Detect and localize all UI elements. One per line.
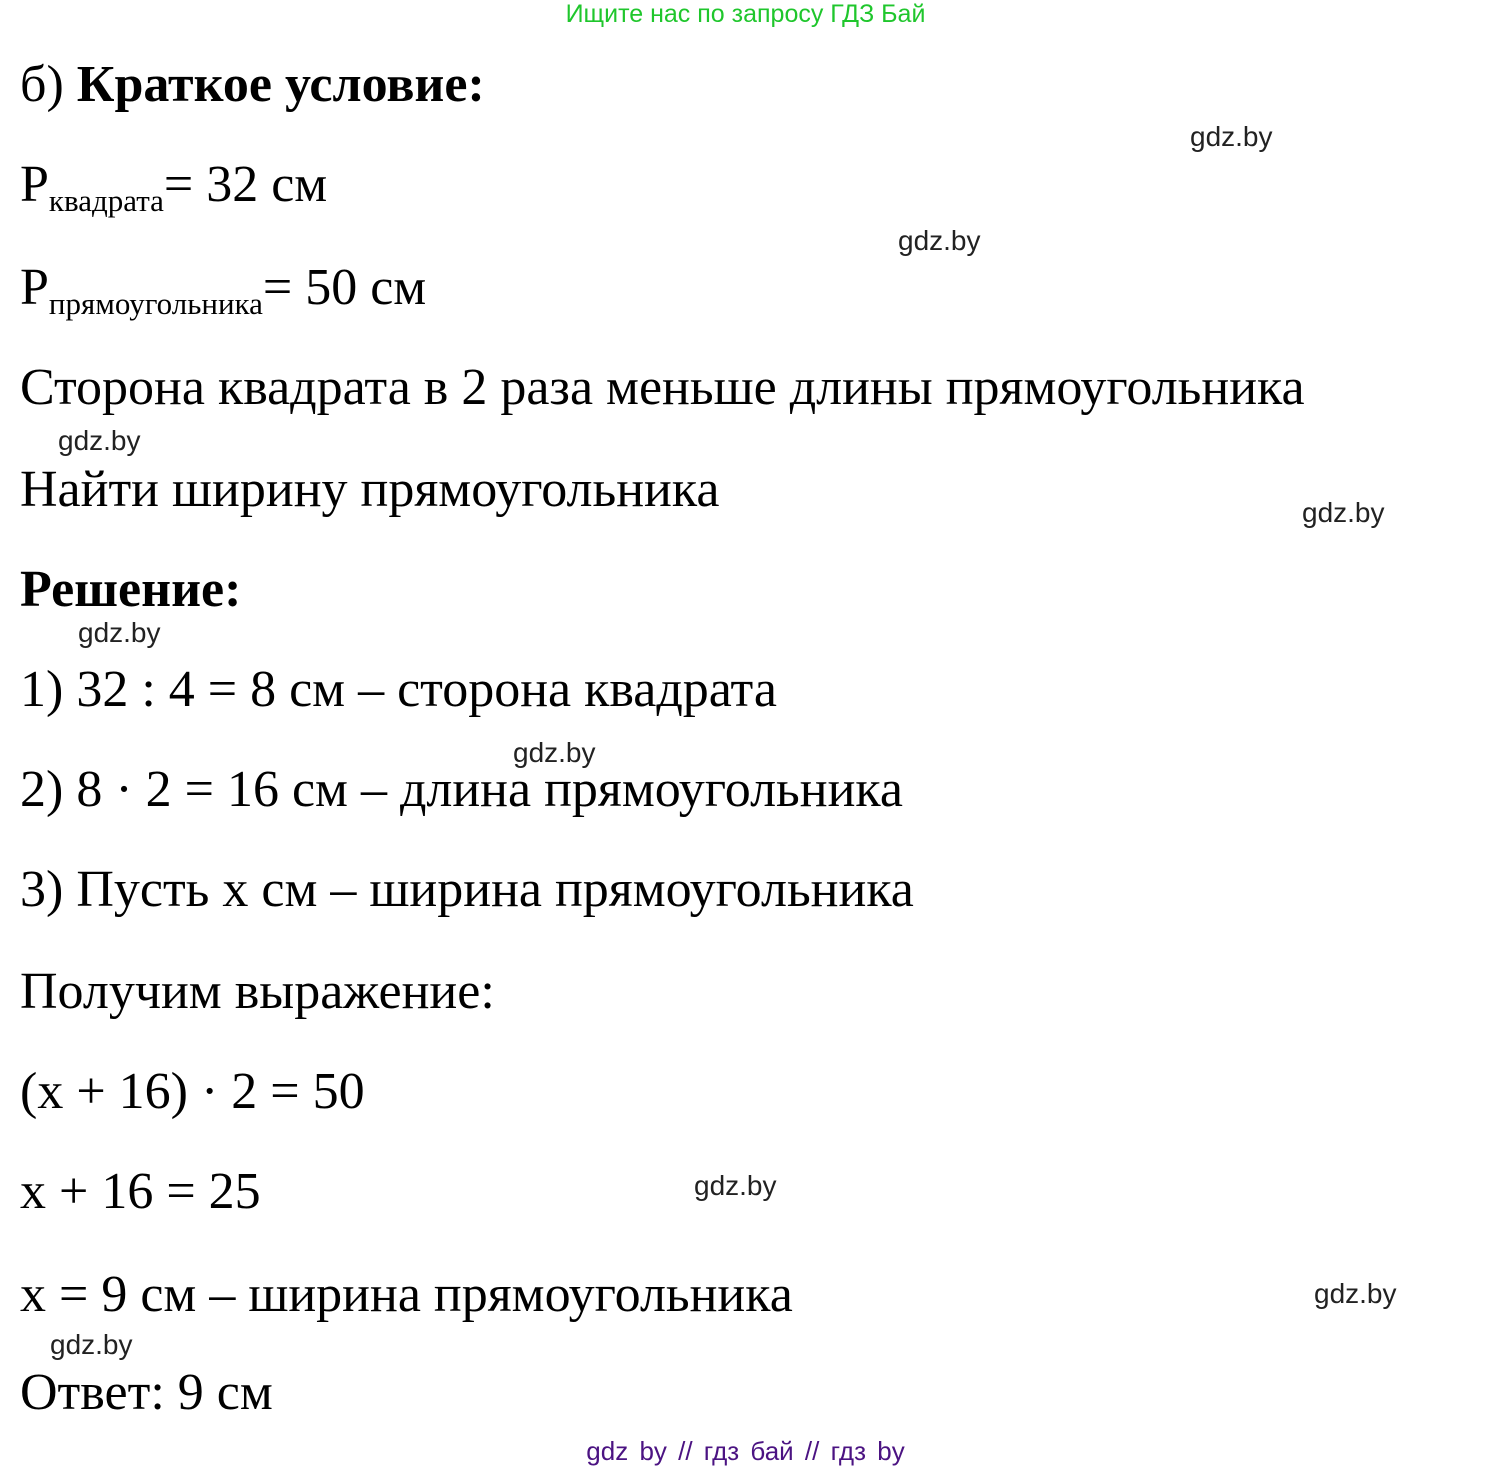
watermark: gdz.by xyxy=(898,225,981,256)
condition-heading xyxy=(20,55,485,115)
solution-step: (x + 16) · 2 = 50 xyxy=(20,1063,365,1120)
watermark: gdz.by xyxy=(1190,121,1273,152)
watermark: gdz.by xyxy=(58,425,141,456)
condition-statement: Сторона квадрата в 2 раза меньше длины прямоугольника xyxy=(20,359,1305,416)
solution-step: x + 16 = 25 xyxy=(20,1163,261,1220)
watermark: gdz.by xyxy=(1302,497,1385,528)
watermark: gdz.by xyxy=(694,1170,777,1201)
watermark: gdz.by xyxy=(50,1329,133,1360)
answer: Ответ: 9 см xyxy=(20,1364,273,1421)
condition-title: Краткое условие: xyxy=(76,56,485,113)
watermark: gdz.by xyxy=(78,617,161,648)
watermark: gdz.by xyxy=(513,737,596,768)
header-banner: Ищите нас по запросу ГДЗ Бай xyxy=(565,0,926,28)
solution-step: 1) 32 : 4 = 8 см – сторона квадрата xyxy=(20,661,777,718)
solution-step: 2) 8 · 2 = 16 см – длина прямоугольника xyxy=(20,761,903,818)
watermark: gdz.by xyxy=(1314,1278,1397,1309)
perimeter-square: $P_{квадрата}= 32$ см xyxy=(20,156,328,218)
condition-question: Найти ширину прямоугольника xyxy=(20,461,720,518)
perimeter-rectangle: $P_{прямоугольника}= 50$ см xyxy=(20,259,427,321)
part-label: б) xyxy=(20,56,64,113)
footer-banner: gdz by // гдз бай // гдз by xyxy=(586,1436,905,1466)
solution-step: 3) Пусть x см – ширина прямоугольника xyxy=(20,861,914,918)
solution-step: x = 9 см – ширина прямоугольника xyxy=(20,1266,793,1323)
solution-step: Получим выражение: xyxy=(20,963,495,1020)
solution-title: Решение: xyxy=(20,561,242,618)
